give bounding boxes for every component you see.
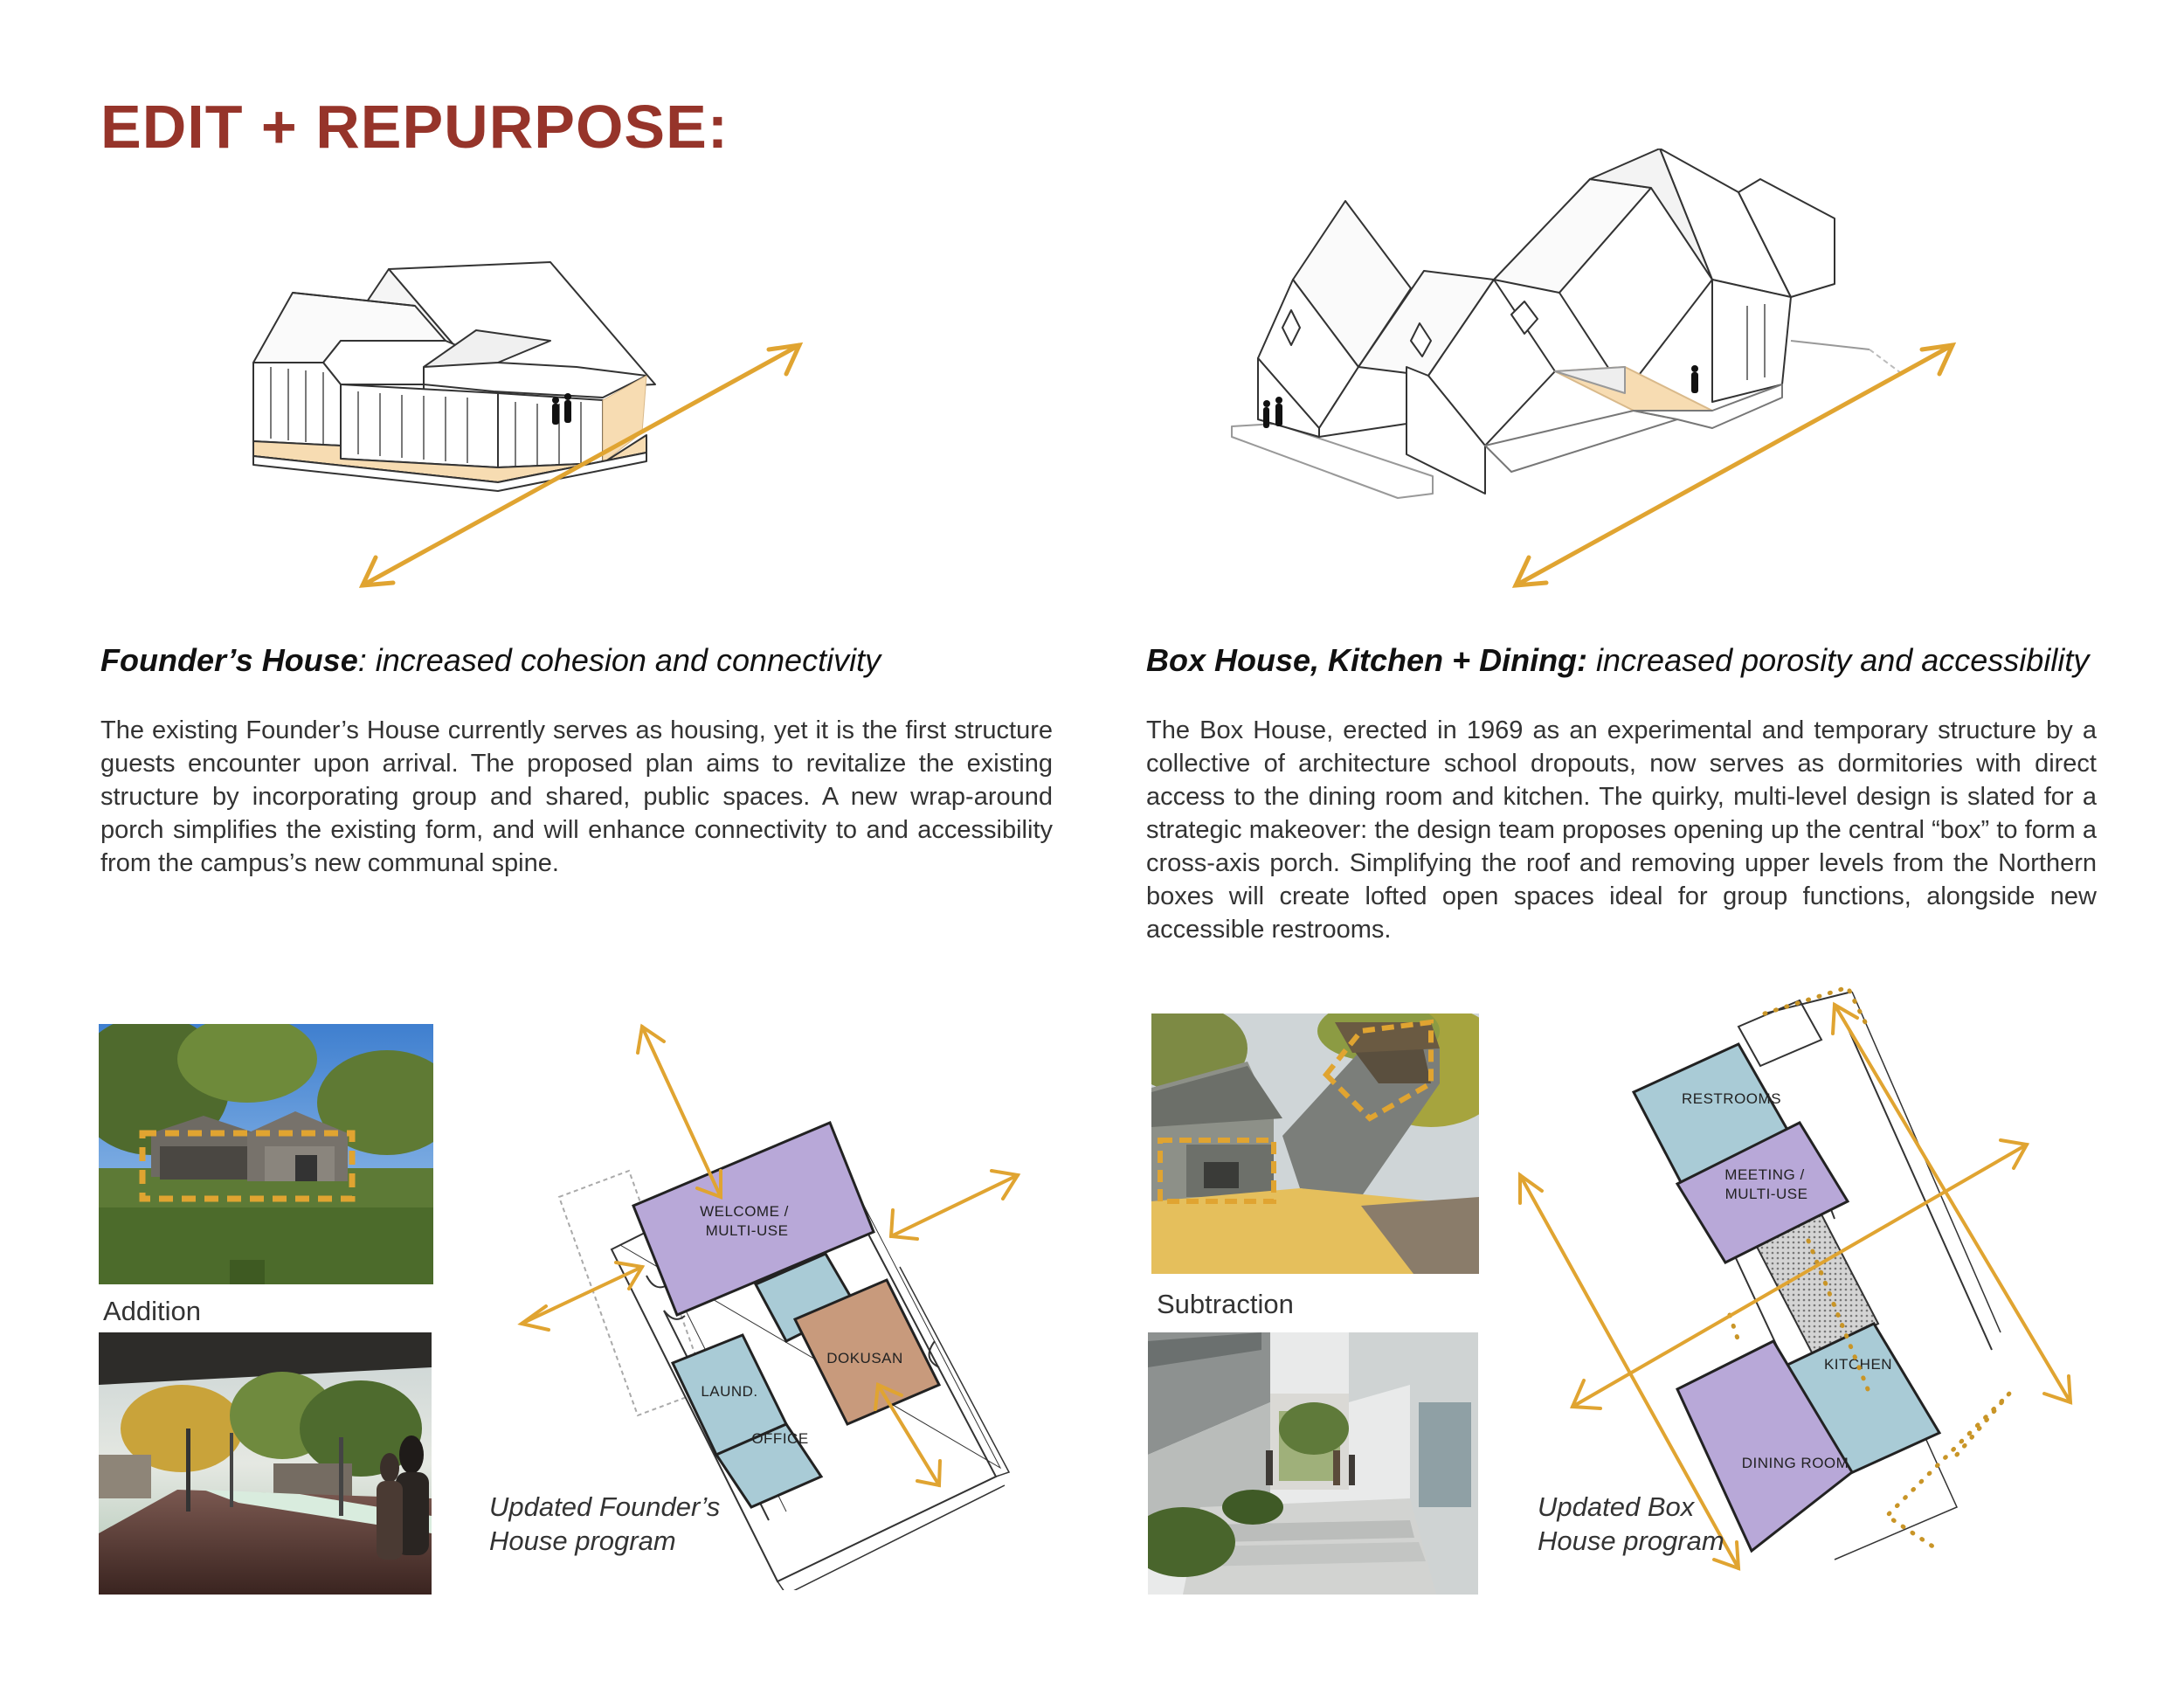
addition-caption: Addition [103,1296,202,1326]
box-house-photo [1151,1013,1479,1274]
founders-plan-caption-line2: House program [489,1525,676,1556]
room-dokusan-label: DOKUSAN [826,1350,903,1366]
subtraction-caption: Subtraction [1157,1289,1294,1319]
box-axis-arrow-icon [1503,332,1974,603]
box-plan-caption [1538,1490,1724,1558]
box-heading [1146,642,2089,679]
founders-axis-arrow-icon [349,332,821,603]
box-heading-bold: Box House, Kitchen + Dining: [1146,642,1588,678]
porch-rendering-photo [99,1332,432,1595]
room-welcome-label-2: MULTI-USE [705,1222,789,1239]
page-title: EDIT + REPURPOSE: [100,93,729,161]
founders-heading [100,642,881,679]
room-office-label: OFFICE [751,1430,809,1447]
room-meeting-label-1: MEETING / [1724,1166,1805,1183]
room-meeting-label-2: MULTI-USE [1724,1186,1808,1202]
founders-heading-bold: Founder’s House [100,642,358,678]
founders-plan-caption [489,1490,720,1558]
room-kitchen-label: KITCHEN [1823,1356,1893,1373]
founders-body: The existing Founder’s House currently serves as housing, yet it is the first structure guests encounter upon arrival. The proposed plan aims to revitalize the existing structure by incorporating group and shared, public spaces. A new wrap-around porch simplifies the existing form, and will enhance connectivity to and accessibility from the campus’s new communal spine. [100,716,1053,877]
box-plan-caption-line1: Updated Box [1538,1491,1695,1522]
room-dining-label: DINING ROOM [1741,1455,1849,1471]
room-laundry-label: LAUND. [701,1383,758,1400]
room-welcome-label-1: WELCOME / [700,1203,789,1220]
founders-plan-caption-line1: Updated Founder’s [489,1491,721,1522]
existing-house-photo [99,1024,433,1284]
founders-heading-rest: : increased cohesion and connectivity [357,642,881,678]
box-body: The Box House, erected in 1969 as an experimental and temporary structure by a collective of architecture school dropouts, now serves as dormitories with direct access to the dining room and kitchen. The quirky, multi-level design is slated for a strategic makeover: the design team proposes opening up the central “box” to form a cross-axis porch. Simplifying the roof and removing upper levels from the Northern boxes will create lofted open spaces ideal for group functions, alongside new accessible restrooms. [1146,716,2097,944]
courtyard-rendering-photo [1148,1332,1478,1595]
box-heading-rest: increased porosity and accessibility [1587,642,2090,678]
room-restrooms-label: RESTROOMS [1681,1090,1782,1107]
box-plan-caption-line2: House program [1538,1525,1724,1556]
